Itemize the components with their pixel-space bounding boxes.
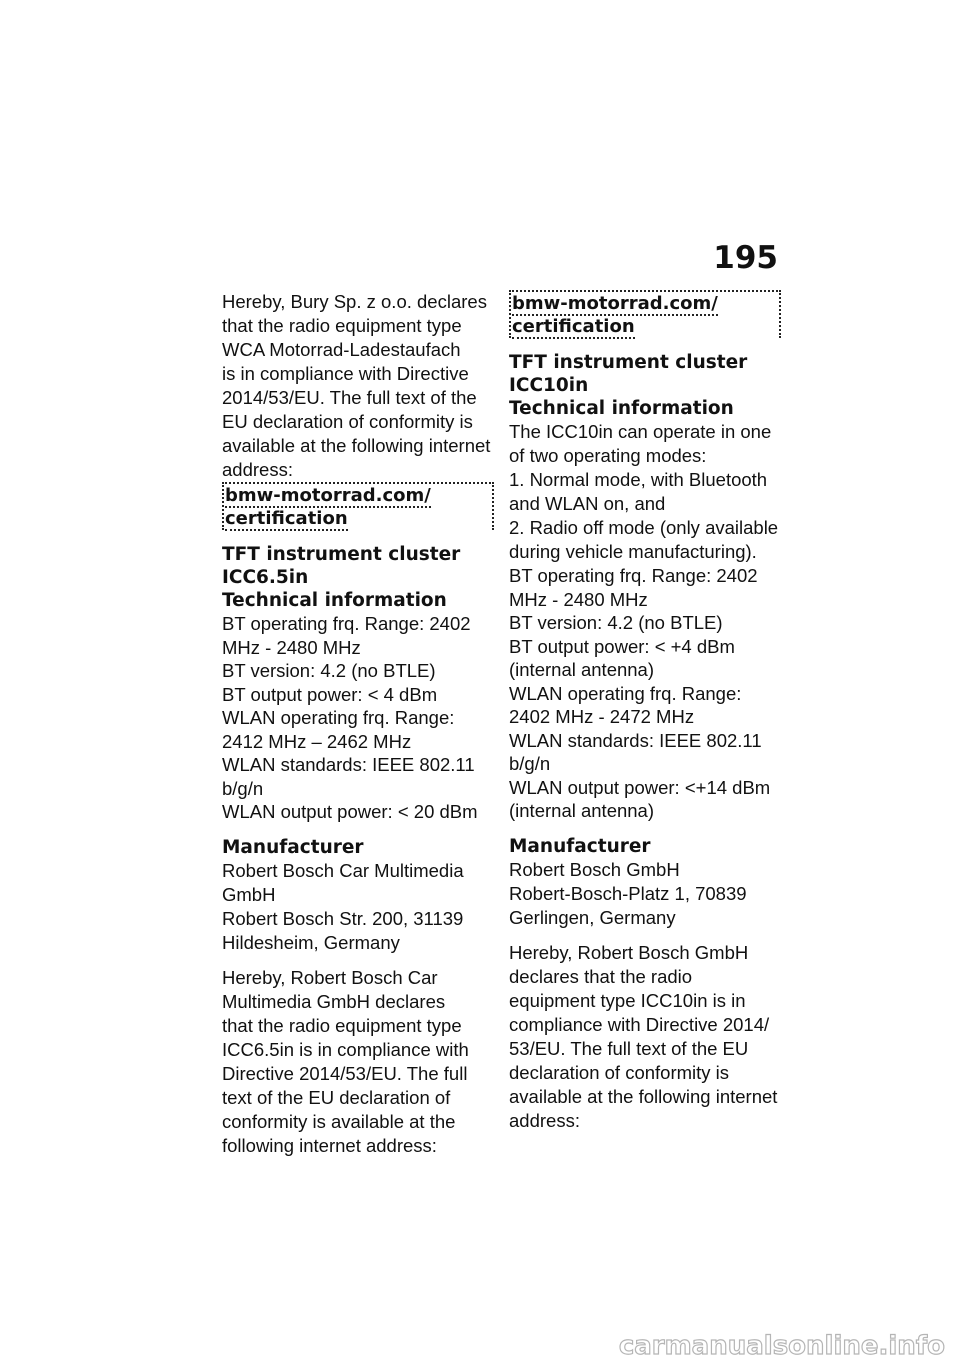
- spec-item: BT output power: < 4 dBm: [222, 683, 438, 705]
- section-title-icc65: TFT instrument cluster ICC6.5in: [222, 544, 461, 588]
- certification-link-right[interactable]: [509, 290, 781, 338]
- page-number: 195: [713, 240, 778, 276]
- link-text-line1: bmw-motorrad.com/: [512, 293, 718, 314]
- declaration-icc10: Hereby, Robert Bosch GmbH declares that the radio equipment type ICC10in is in compliance with Directive 2014/ 53/EU. The full text of the EU declaration of conformity is available at the following internet address:: [509, 941, 778, 1131]
- spec-item: WLAN operating frq. Range: 2402 MHz - 2472 MHz: [509, 682, 742, 727]
- link-text-line2: certification: [512, 316, 635, 337]
- spec-item: WLAN standards: IEEE 802.11 b/g/n: [222, 754, 475, 799]
- watermark-logo: [560, 1330, 950, 1360]
- spec-list-icc10: [509, 564, 781, 823]
- spec-item: WLAN standards: IEEE 802.11 b/g/n: [509, 729, 762, 774]
- spec-item: BT version: 4.2 (no BTLE): [509, 612, 723, 633]
- section-title-icc10: TFT instrument cluster ICC10in: [509, 352, 748, 396]
- manufacturer-address-icc65: Robert Bosch Car Multimedia GmbH Robert Bosch Str. 200, 31139 Hildesheim, Germany: [222, 859, 464, 953]
- right-column: [509, 290, 781, 1133]
- left-column: [222, 290, 494, 1158]
- spec-list-icc65: [222, 612, 494, 824]
- spec-item: WLAN operating frq. Range: 2412 MHz – 2462 MHz: [222, 707, 455, 752]
- manufacturer-title-icc10: Manufacturer: [509, 835, 651, 857]
- spec-item: WLAN output power: <+14 dBm (internal antenna): [509, 776, 771, 821]
- declaration-icc65: Hereby, Robert Bosch Car Multimedia GmbH declares that the radio equipment type ICC6.5in is in compliance with Directive 2014/53/EU. The full text of the EU declaration of conformity is available at the following internet address:: [222, 966, 469, 1156]
- spec-item: WLAN output power: < 20 dBm: [222, 801, 478, 822]
- watermark-logo-graphic: [560, 1330, 950, 1360]
- spec-item: BT operating frq. Range: 2402 MHz - 2480 MHz: [222, 613, 471, 658]
- bury-declaration: Hereby, Bury Sp. z o.o. declares that the radio equipment type WCA Motorrad-Ladestaufach is in compliance with Directive 2014/53/EU. The full text of the EU declaration of conformity is available at the following internet address:: [222, 291, 491, 480]
- tech-info-title-icc10: Technical information: [509, 398, 734, 419]
- manufacturer-title-icc65: Manufacturer: [222, 836, 364, 858]
- certification-link-left[interactable]: [222, 482, 494, 530]
- spec-item: BT version: 4.2 (no BTLE): [222, 660, 436, 681]
- operating-modes-text: The ICC10in can operate in one of two operating modes: 1. Normal mode, with Bluetooth and WLAN on, and 2. Radio off mode (only available during vehicle manufacturing).: [509, 421, 779, 562]
- spec-item: BT operating frq. Range: 2402 MHz - 2480 MHz: [509, 565, 758, 610]
- spec-item: BT output power: < +4 dBm (internal antenna): [509, 635, 735, 680]
- link-text-line1: bmw-motorrad.com/: [225, 485, 431, 506]
- manufacturer-address-icc10: Robert Bosch GmbH Robert-Bosch-Platz 1, 70839 Gerlingen, Germany: [509, 858, 747, 928]
- link-text-line2: certification: [225, 508, 348, 529]
- watermark-text: carmanualsonline.info: [618, 1331, 945, 1360]
- tech-info-title-icc65: Technical information: [222, 590, 447, 611]
